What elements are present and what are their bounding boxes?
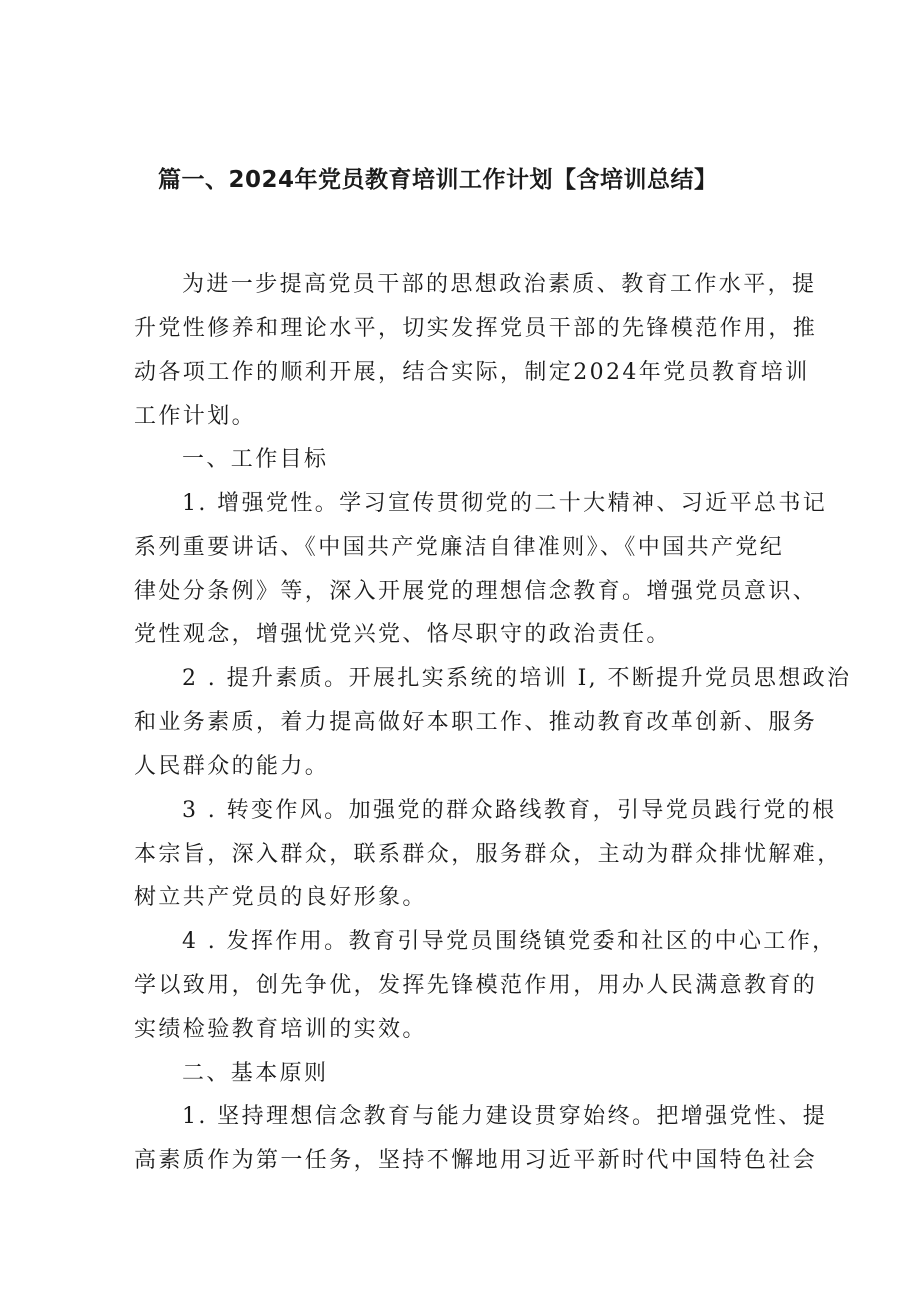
paragraph-line: 学以致用，创先争优，发挥先锋模范作用，用办人民满意教育的: [134, 973, 818, 998]
paragraph-line: 工作计划。: [134, 404, 257, 429]
section-heading: 二、基本原则: [182, 1061, 329, 1086]
paragraph-line: 树立共产党员的良好形象。: [134, 885, 427, 910]
section-heading: 一、工作目标: [182, 447, 329, 472]
paragraph-line: 实绩检验教育培训的实效。: [134, 1017, 427, 1042]
paragraph-line: 律处分条例》等，深入开展党的理想信念教育。增强党员意识、: [134, 579, 818, 604]
paragraph-line: 党性观念，增强忧党兴党、恪尽职守的政治责任。: [134, 622, 671, 647]
paragraph-line: 4 . 发挥作用。教育引导党员围绕镇党委和社区的中心工作，: [182, 929, 837, 954]
paragraph-line: 1. 坚持理想信念教育与能力建设贯穿始终。把增强党性、提: [182, 1104, 828, 1129]
page-title: 篇一、2024年党员教育培训工作计划【含培训总结】: [158, 167, 718, 193]
paragraph-line: 和业务素质，着力提高做好本职工作、推动教育改革创新、服务: [134, 710, 818, 735]
paragraph-line: 系列重要讲话、《中国共产党廉洁自律准则》、《中国共产党纪: [134, 535, 785, 560]
paragraph-line: 为进一步提高党员干部的思想政治素质、教育工作水平，提: [182, 272, 817, 297]
paragraph-line: 1. 增强党性。学习宣传贯彻党的二十大精神、习近平总书记: [182, 491, 828, 516]
paragraph-line: 3 . 转变作风。加强党的群众路线教育，引导党员践行党的根: [182, 798, 837, 823]
paragraph-line: 升党性修养和理论水平，切实发挥党员干部的先锋模范作用，推: [134, 316, 818, 341]
paragraph-line: 高素质作为第一任务，坚持不懈地用习近平新时代中国特色社会: [134, 1148, 818, 1173]
paragraph-line: 本宗旨，深入群众，联系群众，服务群众，主动为群众排忧解难，: [134, 842, 842, 867]
paragraph-line: 人民群众的能力。: [134, 754, 330, 779]
paragraph-line: 2 . 提升素质。开展扎实系统的培训 I, 不断提升党员思想政治: [182, 666, 852, 691]
paragraph-line: 动各项工作的顺利开展，结合实际，制定2024年党员教育培训: [134, 360, 810, 385]
